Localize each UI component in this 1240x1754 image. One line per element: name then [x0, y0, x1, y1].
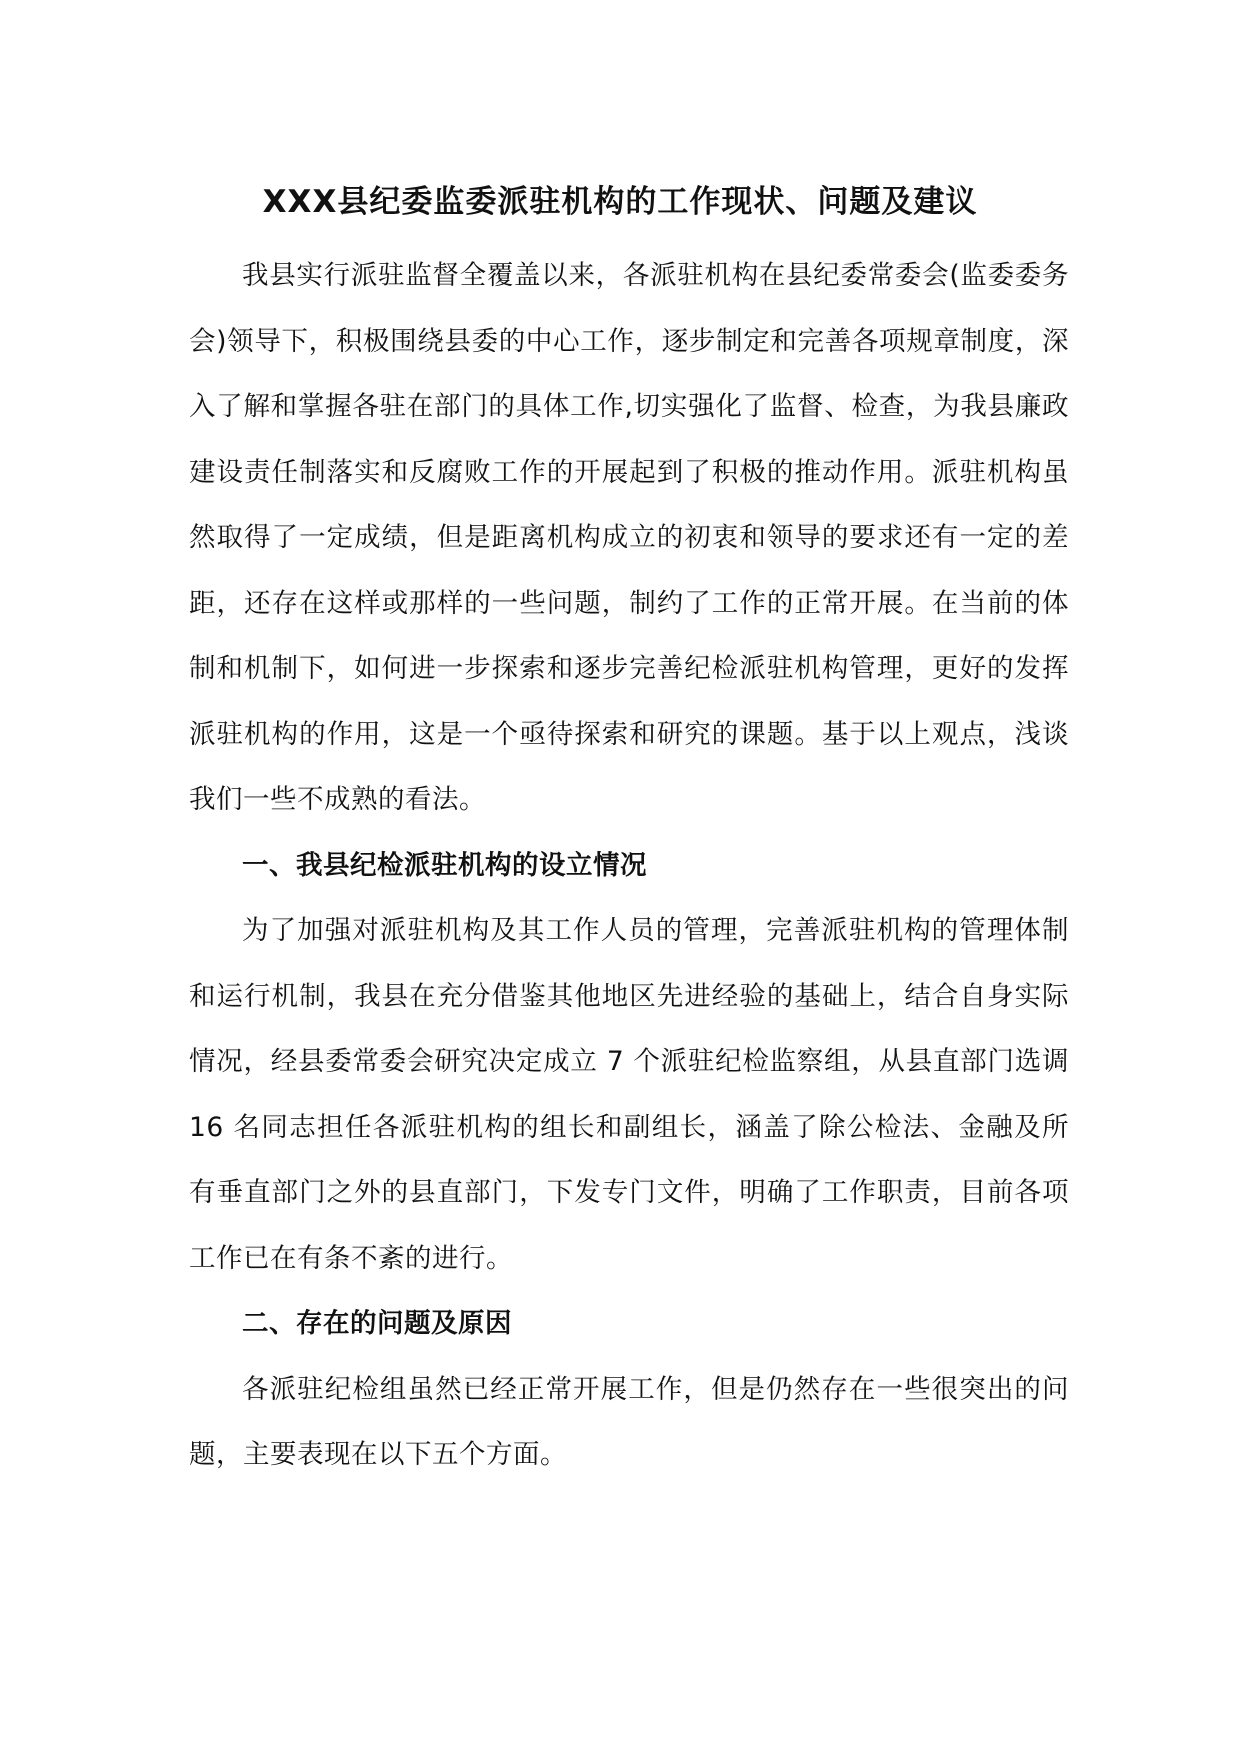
intro-paragraph: 我县实行派驻监督全覆盖以来，各派驻机构在县纪委常委会(监委委务会)领导下，积极围绕县委的中心工作，逐步制定和完善各项规章制度，深入了解和掌握各驻在部门的具体工作,切实强化了监督、检查，为我县廉政建设责任制落实和反腐败工作的开展起到了积极的推动作用。派驻机构虽然取得了一定成绩，但是距离机构成立的初衷和领导的要求还有一定的差距，还存在这样或那样的一些问题，制约了工作的正常开展。在当前的体制和机制下，如何进一步探索和逐步完善纪检派驻机构管理，更好的发挥派驻机构的作用，这是一个亟待探索和研究的课题。基于以上观点，浅谈我们一些不成熟的看法。: [189, 260, 1069, 815]
section-paragraph-problems: 各派驻纪检组虽然已经正常开展工作，但是仍然存在一些很突出的问题，主要表现在以下五个方面。: [189, 1373, 1069, 1470]
document-title: XXX县纪委监委派驻机构的工作现状、问题及建议: [262, 184, 978, 220]
document-body: [189, 243, 1069, 1488]
section-paragraph-establishment: 为了加强对派驻机构及其工作人员的管理，完善派驻机构的管理体制和运行机制，我县在充分借鉴其他地区先进经验的基础上，结合自身实际情况，经县委常委会研究决定成立 7 个派驻纪检监察组，从县直部门选调 16 名同志担任各派驻机构的组长和副组长，涵盖了除公检法、金融及所有垂直部门之外的县直部门，下发专门文件，明确了工作职责，目前各项工作已在有条不紊的进行。: [189, 915, 1069, 1274]
section-heading-establishment: 一、我县纪检派驻机构的设立情况: [242, 849, 647, 881]
section-heading-problems: 二、存在的问题及原因: [242, 1308, 512, 1339]
